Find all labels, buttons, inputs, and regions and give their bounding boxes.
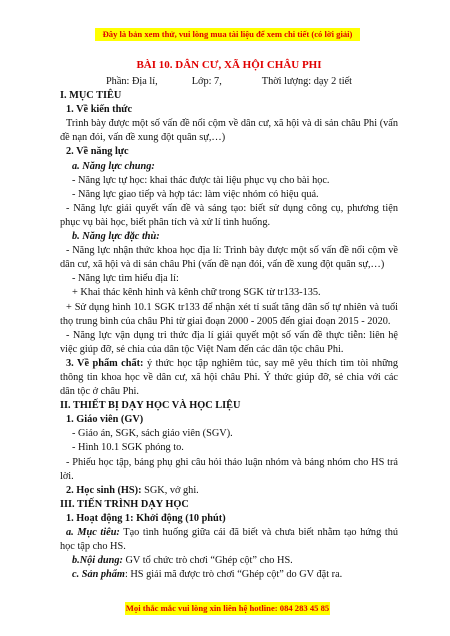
teacher-item: - Hình 10.1 SGK phóng to. xyxy=(72,442,184,454)
specific-item: - Năng lực nhận thức khoa học địa lí: Trình bày được một số vấn đề nổi cộm về dân cư, xã hội và di sản châu Phi (vấn đề nạn đói, vấn đề xung đột quân sự,…) xyxy=(60,245,398,271)
specific-ability-label: b. Năng lực đặc thù: xyxy=(72,231,160,243)
product-text: : HS giải mã được trò chơi “Ghép cột” do GV đặt ra. xyxy=(124,569,343,581)
quality-heading: 3. Về phẩm chất: xyxy=(66,357,144,369)
content-label: b.Nội dung: xyxy=(72,555,123,567)
specific-item: - Năng lực tìm hiểu địa lí: xyxy=(72,273,179,285)
goal-text: Tạo tình huống giữa cái đã biết và chưa biết nhằm tạo hứng thú học tập cho HS. xyxy=(60,527,398,553)
lesson-title: BÀI 10. DÂN CƯ, XÃ HỘI CHÂU PHI xyxy=(136,59,322,71)
student-label: 2. Học sinh (HS): xyxy=(66,484,142,496)
general-item: - Năng lực giao tiếp và hợp tác: làm việc nhóm có hiệu quả. xyxy=(72,188,319,200)
activity-heading: 1. Hoạt động 1: Khởi động (10 phút) xyxy=(66,512,226,524)
quality-paragraph xyxy=(60,357,398,399)
preview-banner: Đây là bản xem thử, vui lòng mua tài liệu để xem chi tiết (có lời giải) xyxy=(95,28,360,41)
student-text: SGK, vở ghi. xyxy=(141,484,199,496)
teacher-item: - Giáo án, SGK, sách giáo viên (SGV). xyxy=(72,428,233,440)
general-item: - Năng lực tự học: khai thác được tài liệu phục vụ cho bài học. xyxy=(72,174,330,186)
student-line xyxy=(60,484,398,498)
subheading-knowledge: 1. Về kiến thức xyxy=(66,104,133,116)
content-line xyxy=(60,554,398,568)
specific-item: + Sử dụng hình 10.1 SGK tr133 để nhận xét tỉ suất tăng dân số tự nhiên và tuổi thọ trung bình của châu Phi từ giai đoạn 2000 - 2005 đến giai đoạn 2015 - 2020. xyxy=(60,301,398,327)
specific-item: + Khai thác kênh hình và kênh chữ trong SGK từ tr133-135. xyxy=(72,287,321,299)
goal-label: a. Mục tiêu: xyxy=(66,527,120,538)
general-item: - Năng lực giải quyết vấn đề và sáng tạo: biết sử dụng công cụ, phương tiện phục vụ bài học, biết phân tích và xử lí tình huống. xyxy=(60,202,398,228)
meta-duration: Thời lượng: dạy 2 tiết xyxy=(261,76,353,87)
product-label: c. Sản phẩm xyxy=(72,569,125,581)
goal-paragraph xyxy=(60,526,398,554)
subheading-ability: 2. Về năng lực xyxy=(66,146,129,158)
teacher-item: - Phiếu học tập, bảng phụ ghi câu hỏi thảo luận nhóm và bảng nhóm cho HS trả lời. xyxy=(60,456,398,482)
product-line xyxy=(60,568,398,582)
meta-grade: Lớp: 7, xyxy=(191,76,222,87)
section-heading-objectives: I. MỤC TIÊU xyxy=(60,90,122,102)
hotline-footer: Mọi thắc mắc vui lòng xin liên hệ hotline: 084 283 45 85 xyxy=(125,603,330,613)
section-heading-process: III. TIẾN TRÌNH DẠY HỌC xyxy=(60,498,189,510)
subheading-teacher: 1. Giáo viên (GV) xyxy=(66,414,144,426)
quality-text: ý thức học tập nghiêm túc, say mê yêu thích tìm tòi những thông tin khoa học về dân cư, xã hội châu Phi. Ý thức giúp đỡ, sẻ chia với các dân tộc ở châu Phi. xyxy=(60,357,399,398)
section-heading-equipment: II. THIẾT BỊ DẠY HỌC VÀ HỌC LIỆU xyxy=(60,400,241,412)
general-ability-label: a. Năng lực chung: xyxy=(72,160,155,172)
content-text: GV tổ chức trò chơi “Ghép cột” cho HS. xyxy=(122,555,293,567)
knowledge-text: Trình bày được một số vấn đề nổi cộm về dân cư, xã hội và di sản châu Phi (vấn đề nạn đói, vấn đề xung đột quân sự,…) xyxy=(60,118,398,144)
specific-item: - Năng lực vận dụng tri thức địa lí giải quyết một số vấn đề thực tiễn: liên hệ việc giúp đỡ, sẻ chia của dân tộc Việt Nam đến các dân tộc châu Phi. xyxy=(60,329,398,355)
lesson-content xyxy=(60,57,398,582)
lesson-meta xyxy=(60,75,398,89)
meta-subject: Phần: Địa lí, xyxy=(105,76,158,87)
